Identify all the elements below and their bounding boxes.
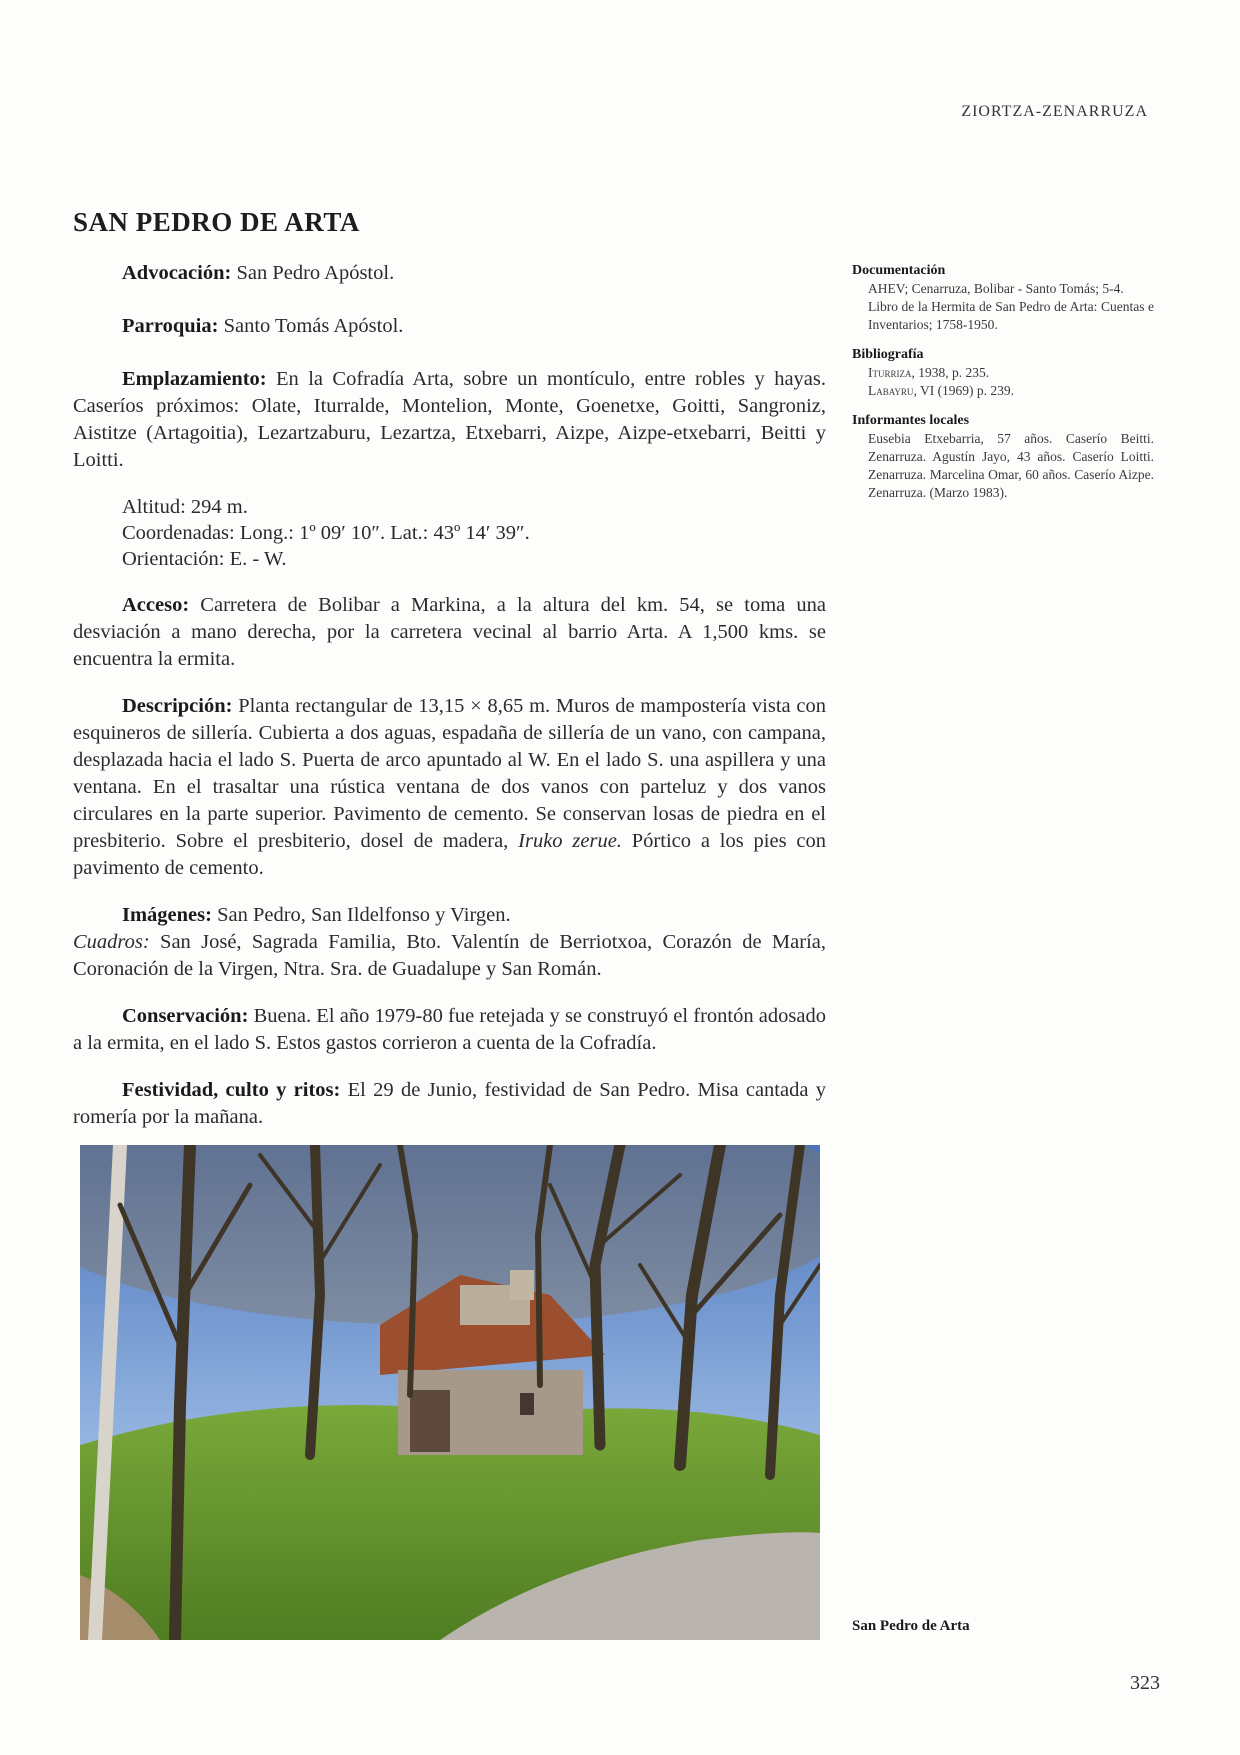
advocacion-entry [73, 260, 826, 287]
cuadros-text: San José, Sagrada Familia, Bto. Valentín de Berriotxoa, Corazón de María, Coronación de la Virgen, Ntra. Sra. de Guadalupe y San Román. [73, 931, 827, 980]
conservacion-label: Conservación: [122, 1005, 249, 1027]
orientacion: Orientación: E. - W. [122, 548, 287, 570]
page-number: 323 [1130, 1672, 1160, 1694]
parroquia-entry [73, 313, 826, 340]
descripcion-label: Descripción: [122, 695, 233, 717]
descripcion-text: Planta rectangular de 13,15 × 8,65 m. Muros de mampostería vista con esquineros de sillería. Cubierta a dos aguas, espadaña de sillería de un vano, con campana, desplazada hacia el lado S. Puerta de arco apuntado al W. En el lado S. una aspillera y una ventana. En el trasaltar una rústica ventana de dos vanos con parteluz y dos vanos circulares en la parte superior. Pavimento de cemento. Se conservan losas de piedra en el presbiterio. Sobre el presbiterio, dosel de madera, [73, 695, 827, 852]
coordenadas: Coordenadas: Long.: 1º 09′ 10″. Lat.: 43º 14′ 39″. [122, 522, 530, 544]
bibliografia-item [852, 364, 1154, 382]
parroquia-text: Santo Tomás Apóstol. [223, 315, 404, 337]
sidebar [852, 262, 1154, 514]
imagenes-label: Imágenes: [122, 904, 212, 926]
imagenes-entry [73, 902, 826, 983]
bibliografia-ref: , VI (1969) p. 239. [913, 383, 1015, 398]
altitud: Altitud: 294 m. [122, 496, 248, 518]
descripcion-text-end: Pórtico a los pies con pavimento de cemento. [73, 830, 826, 879]
advocacion-text: San Pedro Apóstol. [236, 262, 395, 284]
parroquia-label: Parroquia: [122, 315, 219, 337]
informantes-block [852, 412, 1154, 502]
informantes-text: Eusebia Etxebarria, 57 años. Caserío Beitti. Zenarruza. Agustín Jayo, 43 años. Caserío Loitti. Zenarruza. Marcelina Omar, 60 años. Caserío Aizpe. Zenarruza. (Marzo 1983). [868, 431, 1154, 500]
descripcion-entry [73, 693, 826, 882]
bibliografia-heading: Bibliografía [852, 347, 924, 362]
hermitage-photo [80, 1145, 820, 1640]
documentacion-item: AHEV; Cenarruza, Bolibar - Santo Tomás; 5-4. [868, 281, 1124, 296]
bibliografia-item [852, 382, 1154, 400]
documentacion-heading: Documentación [852, 263, 946, 278]
emplazamiento-text: En la Cofradía Arta, sobre un montículo, entre robles y hayas. Caseríos próximos: Olate, Iturralde, Montelion, Monte, Goenetxe, Goitti, Sangroniz, Aistitze (Artagoitia), Lezartzaburu, Lezartza, Etxebarri, Aizpe, Aizpe-etxebarri, Beitti y Loitti. [73, 368, 826, 471]
geo-data [73, 494, 826, 572]
acceso-text: Carretera de Bolibar a Markina, a la altura del km. 54, se toma una desviación a mano derecha, por la carretera vecinal al barrio Arta. A 1,500 kms. se encuentra la ermita. [73, 594, 826, 670]
documentacion-item: Libro de la Hermita de San Pedro de Arta: Cuentas e Inventarios; 1758-1950. [868, 299, 1154, 332]
main-text [73, 260, 826, 1151]
bibliografia-author: Iturriza [868, 365, 912, 380]
emplazamiento-label: Emplazamiento: [122, 368, 267, 390]
bibliografia-block [852, 346, 1154, 400]
cuadros-label: Cuadros: [73, 931, 150, 953]
photo-caption: San Pedro de Arta [852, 1618, 970, 1634]
festividad-label: Festividad, culto y ritos: [122, 1079, 341, 1101]
documentacion-block [852, 262, 1154, 334]
emplazamiento-entry [73, 366, 826, 474]
bibliografia-ref: , 1938, p. 235. [911, 365, 990, 380]
festividad-entry [73, 1077, 826, 1131]
acceso-entry [73, 592, 826, 673]
descripcion-italic: Iruko zerue. [518, 830, 622, 852]
advocacion-label: Advocación: [122, 262, 232, 284]
bibliografia-author: Labayru [868, 383, 914, 398]
page-title: SAN PEDRO DE ARTA [73, 207, 360, 237]
running-head: ZIORTZA-ZENARRUZA [961, 103, 1148, 120]
imagenes-text: San Pedro, San Ildelfonso y Virgen. [217, 904, 511, 926]
conservacion-text: Buena. El año 1979-80 fue retejada y se construyó el frontón adosado a la ermita, en el lado S. Estos gastos corrieron a cuenta de la Cofradía. [73, 1005, 826, 1054]
acceso-label: Acceso: [122, 594, 190, 616]
informantes-heading: Informantes locales [852, 413, 970, 428]
festividad-text: El 29 de Junio, festividad de San Pedro. Misa cantada y romería por la mañana. [73, 1079, 826, 1128]
conservacion-entry [73, 1003, 826, 1057]
